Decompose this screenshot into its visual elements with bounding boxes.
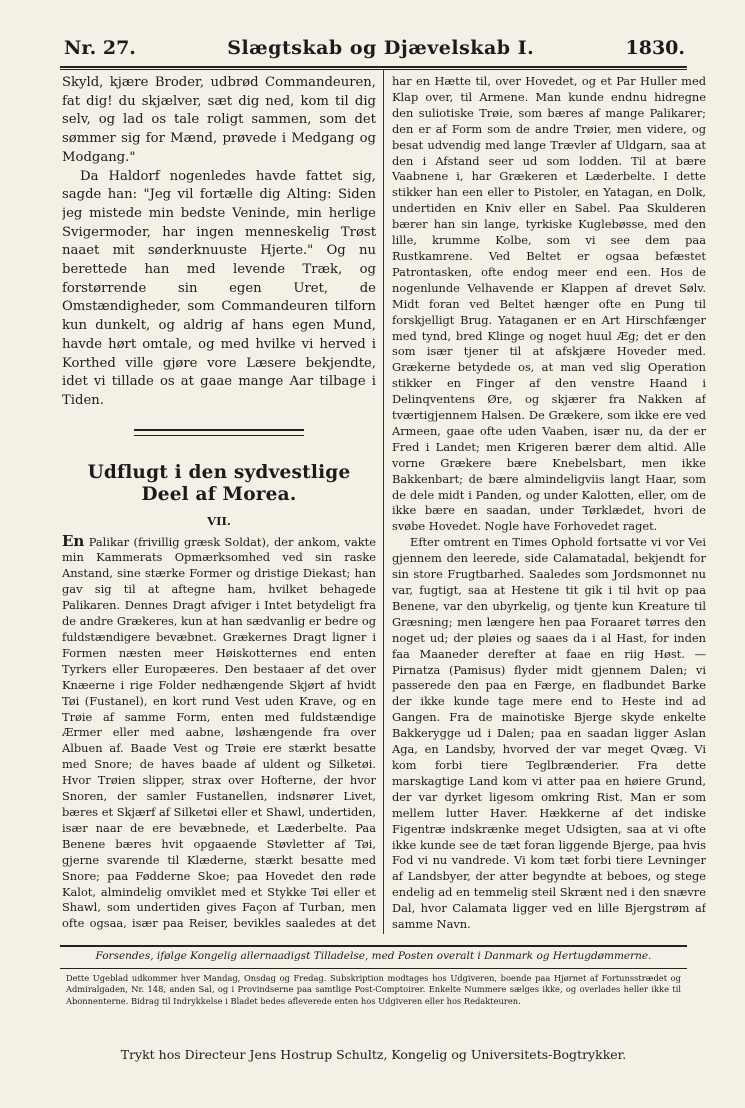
chapter-number: VII. [207, 513, 231, 528]
right-column [392, 74, 706, 932]
left-column [62, 74, 376, 932]
article-paragraph: Efter omtrent en Times Ophold fortsatte vi vor Vei gjennem den leerede, side Calamatadal, bekjendt for sin store Frugtbarhed. Saaledes som Jordsmonnet nu var, fugtigt, saa at Hestene tit gik i til hvit op paa Benene, var den ubyrkelig, og tjente kun Kreature til Græsning; men længere hen paa Foraaret tørres den noget ud; der pløies og saaes da i al Hast, for inden faa Maaneder derefter at faae en riig Høst. — Pirnatza (Pamisus) flyder midt gjennem Dalen; vi passerede den paa en Færge, en fladbundet Barke der ikke kunde tage mere end to Heste ind ad Gangen. Fra de mainotiske Bjerge skyde enkelte Bakkerygge ud i Dalen; paa en saadan ligger Aslan Aga, en Landsby, hvorved der var meget Qvæg. Vi kom forbi tiere Teglbrænderier. Fra dette marskagtige Land kom vi atter paa en høiere Grund, der var dyrket ligesom omkring Rist. Man er som mellem lutter Haver. Hækkerne af det indiske Figentræ indskrænke meget Udsigten, saa at vi ofte ikke kunde see de tæt foran liggende Bjerge, paa hvis Fod vi nu vandrede. Vi kom tæt forbi tiere Levninger af Landsbyer, der atter begyndte at beboes, og stege endelig ad en temmelig steil Skrænt ned i den snævre Dal, hvor Calamata ligger ved en lille Bjergstrøm af samme Navn. [392, 535, 706, 932]
footer-rule [60, 945, 687, 947]
page-title: Slægtskab og Djævelskab I. [227, 37, 535, 59]
section-title: Udflugt i den sydvestlige Deel af Morea. [87, 461, 351, 505]
year: 1830. [625, 37, 685, 59]
page-header [64, 30, 685, 66]
article-text: Palikar (frivillig græsk Soldat), der ankom, vakte min Kammerats Opmærksomhed ved sin raske Anstand, sine stærke Former og dristige Diekast; han gav sig til at aftegne ham, hvilket behagede Palikaren. Dennes Dragt afviger i Intet betydeligt fra de andre Grækeres, kun at han sædvanlig er bedre og fuldstændigere bevæbnet. Grækernes Dragt ligner i Formen næsten meer Høiskotternes end enten Tyrkers eller Europæeres. Den bestaaer af det over Knæerne i rige Folder nedhængende Skjørt af hvidt Tøi (Fustanel), en kort rund Vest uden Krave, og en Trøie af samme Form, enten med fuldstændige Ærmer eller med aabne, løshængende fra over Albuen af. Baade Vest og Trøie ere stærkt besatte med Snore; de haves baade af uldent og Silketøi. Hvor Trøien slipper, strax over Hofterne, der hvor Snoren, der samler Fustanellen, indsnører Livet, bæres et Skjærf af Silketøi eller et Shawl, undertiden, især naar de ere bevæbnede, et Læderbelte. Paa Benene bæres hvit opgaaende Støvletter af Tøi, gjerne svarende til Klæderne, stærkt besatte med Snore; paa Fødderne Skoe; paa Hovedet den røde Kalot, almindelig omviklet med et Stykke Tøi eller et Shawl, som undertiden gives Façon af Turban, men ofte ogsaa, især paa Reiser, bevikles saaledes at det [62, 534, 376, 931]
printer-imprint: Trykt hos Directeur Jens Hostrup Schultz, Kongelig og Universitets-Bogtrykker. [120, 1047, 627, 1062]
postal-notice: Forsendes, ifølge Kongelig allernaadigst Tilladelse, med Posten overalt i Danmark og Hertugdømmerne. [95, 950, 652, 962]
story-paragraph: Da Haldorf nogenledes havde fattet sig, sagde han: "Jeg vil fortælle dig Alting: Siden jeg mistede min bedste Veninde, min herlige Svigermoder, har ingen menneskelig Trøst naaet mit sønderknuuste Hjerte." Og nu berettede han med levende Træk, og forstørrende sin egen Uret, de Omstændigheder, som Commandeuren tilforn kun dunkelt, og aldrig af hans egen Mund, havde hørt omtale, og med hvilke vi herved i Korthed ville gjøre vore Læsere bekjendte, idet vi tillade os at gaae mange Aar tilbage i Tiden. [62, 168, 376, 408]
column-divider [383, 70, 384, 934]
issue-number: Nr. 27. [64, 37, 136, 59]
article-paragraph [62, 531, 376, 932]
subscription-terms: Dette Ugeblad udkommer hver Mandag, Onsdag og Fredag. Subskription modtages hos Udgiveren, boende paa Hjørnet af Fortunsstrædet og Admiralgaden, Nr. 148, anden Sal, og i Provindserne paa samtlige Post-Comptoirer. Enkelte Nummere sælges ikke, og overlades heller ikke til Abonnenterne. Bidrag til Indrykkelse i Bladet bedes afleverede enten hos Udgiveren eller hos Redakteuren. [66, 973, 681, 1006]
footer-rule-thin [60, 968, 687, 969]
header-rule-thin [60, 69, 687, 70]
section-separator [134, 429, 304, 436]
story-paragraph: Skyld, kjære Broder, udbrød Commandeuren, fat dig! du skjælver, sæt dig ned, kom til dig selv, og lad os tale roligt sammen, som det sømmer sig for Mænd, prøvede i Medgang og Modgang." [62, 75, 376, 165]
header-rule [60, 66, 687, 68]
article-paragraph: har en Hætte til, over Hovedet, og et Par Huller med Klap over, til Armene. Man kunde endnu hidregne den suliotiske Trøie, som bæres af mange Palikarer; den er af Form som de andre Trøier, men videre, og besat udvendig med lange Trævler af Uldgarn, saa at den i Afstand seer ud som lodden. Til at bære Vaabnene i, har Grækeren et Læderbelte. I dette stikker han een eller to Pistoler, en Yatagan, en Dolk, undertiden en Kniv eller en Sabel. Paa Skulderen bærer han sin lange, tyrkiske Kuglebøsse, med den lille, krumme Kolbe, som vi see dem paa Rustkamrene. Ved Beltet er ogsaa befæstet Patrontasken, ofte endog meer end een. Hos de nogenlunde Velhavende er Klappen af drevet Sølv. Midt foran ved Beltet hænger ofte en Pung til forskjelligt Brug. Yataganen er en Art Hirschfænger med tynd, bred Klinge og noget huul Æg; det er den som især tjener til at afskjære Hoveder med. Grækerne betydede os, at man ved slig Operation stikker en Finger af den venstre Haand i Delinqventens Øre, og skjærer fra Nakken af tværtigjennem Halsen. De Grækere, som ikke ere ved Armeen, gaae ofte uden Vaaben, især nu, da der er Fred i Landet; men Krigeren bærer dem altid. Alle vorne Grækere bære Knebelsbart, men ikke Bakkenbart; de bære almindeligviis langt Haar, som de dele midt i Panden, og under Kalotten, eller, om de ikke bære en saadan, under Tørklædet, hvori de svøbe Hovedet. Nogle have Forhovedet raget. [392, 74, 706, 534]
opening-word: En [62, 531, 85, 550]
